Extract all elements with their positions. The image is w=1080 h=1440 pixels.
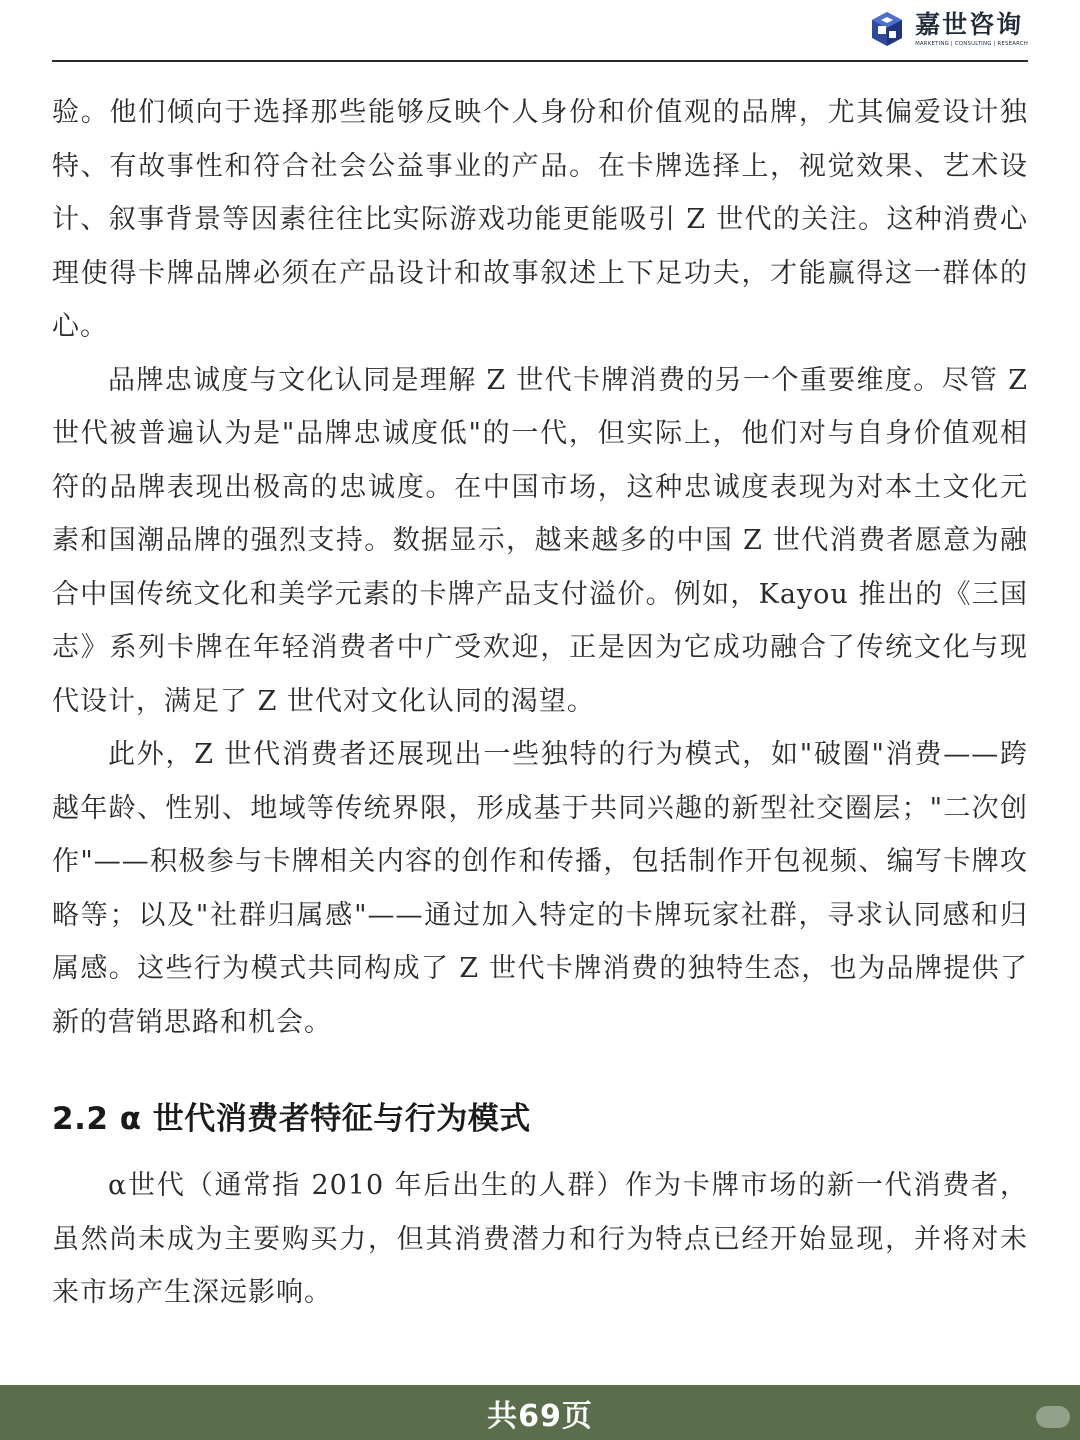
header-divider bbox=[52, 60, 1028, 62]
paragraph-behavior-patterns: 此外，Z 世代消费者还展现出一些独特的行为模式，如"破圈"消费——跨越年龄、性别、地域等传统界限，形成基于共同兴趣的新型社交圈层；"二次创作"——积极参与卡牌相关内容的创作和传播，包括制作开包视频、编写卡牌攻略等；以及"社群归属感"——通过加入特定的卡牌玩家社群，寻求认同感和归属感。这些行为模式共同构成了 Z 世代卡牌消费的独特生态，也为品牌提供了新的营销思路和机会。 bbox=[52, 739, 1028, 1038]
watermark-badge bbox=[1036, 1406, 1070, 1428]
page-total-label: 共69页 bbox=[487, 1398, 593, 1434]
jiashi-cube-logo-icon bbox=[867, 9, 907, 49]
brand-logo bbox=[867, 6, 1028, 52]
page-header bbox=[0, 0, 1080, 62]
paragraph-brand-loyalty: 品牌忠诚度与文化认同是理解 Z 世代卡牌消费的另一个重要维度。尽管 Z 世代被普遍认为是"品牌忠诚度低"的一代，但实际上，他们对与自身价值观相符的品牌表现出极高的忠诚度。在中国市场，这种忠诚度表现为对本土文化元素和国潮品牌的强烈支持。数据显示，越来越多的中国 Z 世代消费者愿意为融合中国传统文化和美学元素的卡牌产品支付溢价。例如，Kayou 推出的《三国志》系列卡牌在年轻消费者中广受欢迎，正是因为它成功融合了传统文化与现代设计，满足了 Z 世代对文化认同的渴望。 bbox=[52, 364, 1028, 717]
logo-title: 嘉世咨询 bbox=[915, 10, 1024, 39]
section-heading: 2.2 α 世代消费者特征与行为模式 bbox=[52, 1101, 531, 1137]
paragraph-continued: 验。他们倾向于选择那些能够反映个人身份和价值观的品牌，尤其偏爱设计独特、有故事性和符合社会公益事业的产品。在卡牌选择上，视觉效果、艺术设计、叙事背景等因素往往比实际游戏功能更能吸引 Z 世代的关注。这种消费心理使得卡牌品牌必须在产品设计和故事叙述上下足功夫，才能赢得这一群体的心。 bbox=[52, 97, 1028, 342]
logo-text bbox=[915, 11, 1028, 47]
paragraph-alpha-generation: α世代（通常指 2010 年后出生的人群）作为卡牌市场的新一代消费者，虽然尚未成为主要购买力，但其消费潜力和行为特点已经开始显现，并将对未来市场产生深远影响。 bbox=[52, 1170, 1028, 1308]
document-body bbox=[52, 86, 1028, 1320]
footer-band bbox=[0, 1385, 1080, 1440]
logo-subtitle: MARKETING | CONSULTING | RESEARCH bbox=[915, 41, 1028, 47]
